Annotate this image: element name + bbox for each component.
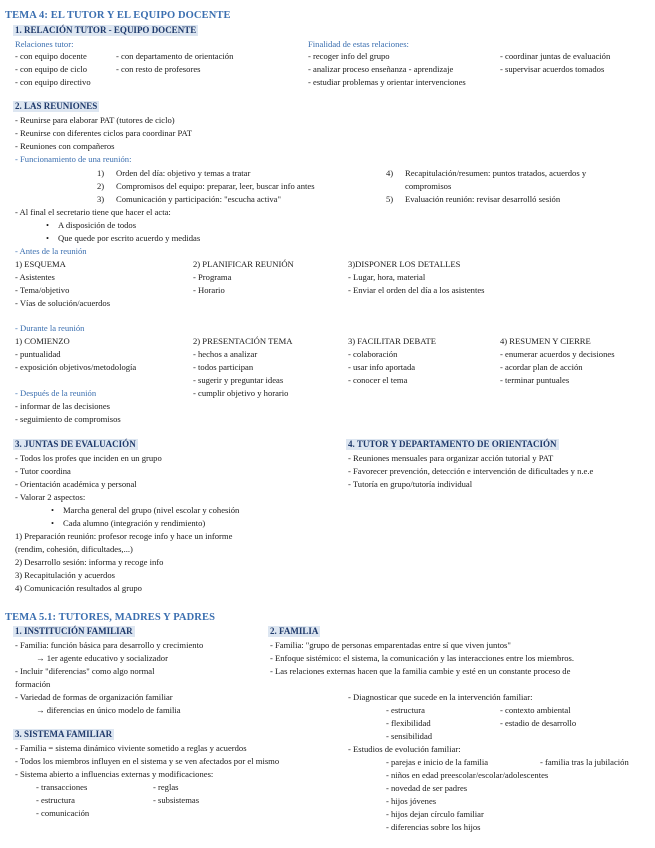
list-item: - Reunirse con diferentes ciclos para coordinar PAT xyxy=(15,128,192,138)
list-item: 1) Preparación reunión: profesor recoge info y hace un informe xyxy=(15,531,233,541)
list-item: - todos participan xyxy=(193,362,254,372)
step-number: 1) xyxy=(97,168,105,178)
list-item: - Al final el secretario tiene que hacer el acta: xyxy=(15,207,171,217)
list-item: - Familia: función básica para desarrollo y crecimiento xyxy=(15,640,204,650)
list-item: - analizar proceso enseñanza - aprendizaje xyxy=(308,64,454,74)
bullet-item: • A disposición de todos xyxy=(58,220,136,231)
list-item: → 1er agente educativo y socializador xyxy=(36,653,168,663)
list-item: - Tutoría en grupo/tutoría individual xyxy=(348,479,473,489)
estudios-label: - Estudios de evolución familiar: xyxy=(348,744,461,754)
section-heading-institucion: 1. INSTITUCIÓN FAMILIAR xyxy=(15,626,133,636)
list-item: 2) Desarrollo sesión: informa y recoge info xyxy=(15,557,164,567)
diagnosticar-label: - Diagnosticar que sucede en la intervención familiar: xyxy=(348,692,533,702)
list-item: - Variedad de formas de organización familiar xyxy=(15,692,173,702)
list-item: - usar info aportada xyxy=(348,362,416,372)
step-text: Recapitulación/resumen: puntos tratados, acuerdos y xyxy=(405,168,587,178)
step-number: 2) xyxy=(97,181,105,191)
list-item: - parejas e inicio de la familia xyxy=(386,757,489,767)
list-item: - Horario xyxy=(193,285,225,295)
list-item: - Asistentes xyxy=(15,272,55,282)
list-item: → diferencias en único modelo de familia xyxy=(36,705,181,715)
bullet-item: • Cada alumno (integración y rendimiento) xyxy=(63,518,205,529)
step-text: Orden del día: objetivo y temas a tratar xyxy=(116,168,251,178)
list-item: - reglas xyxy=(153,782,179,792)
bullet-item: • Que quede por escrito acuerdo y medidas xyxy=(58,233,200,244)
list-item: - estadio de desarrollo xyxy=(500,718,577,728)
durante-col-title: 4) RESUMEN Y CIERRE xyxy=(500,336,591,346)
step-text: Evaluación reunión: revisar desarrolló sesión xyxy=(405,194,561,204)
section-heading-reuniones: 2. LAS REUNIONES xyxy=(15,101,98,111)
list-item: - Reunirse para elaborar PAT (tutores de ciclo) xyxy=(15,115,175,125)
list-item: - diferencias sobre los hijos xyxy=(386,822,481,832)
list-item: - niños en edad preescolar/escolar/adolescentes xyxy=(386,770,549,780)
durante-label: - Durante la reunión xyxy=(15,323,85,333)
list-item: - Incluir "diferencias" como algo normal xyxy=(15,666,155,676)
list-item: - Vías de solución/acuerdos xyxy=(15,298,111,308)
list-item: - recoger info del grupo xyxy=(308,51,390,61)
list-item: - seguimiento de compromisos xyxy=(15,414,121,424)
list-item: - Todos los miembros influyen en el sistema y se ven afectados por el mismo xyxy=(15,756,280,766)
list-item: - con equipo de ciclo xyxy=(15,64,88,74)
list-item: - Enfoque sistémico: el sistema, la comunicación y las interacciones entre los miembros. xyxy=(270,653,575,663)
list-item: - conocer el tema xyxy=(348,375,408,385)
list-item: - Reuniones con compañeros xyxy=(15,141,115,151)
list-item: - con equipo directivo xyxy=(15,77,91,87)
list-item: - familia tras la jubilación xyxy=(540,757,629,767)
list-item: - Tutor coordina xyxy=(15,466,71,476)
step-text: Comunicación y participación: "escucha activa" xyxy=(116,194,281,204)
tema5-title: TEMA 5.1: TUTORES, MADRES Y PADRES xyxy=(5,612,216,623)
list-item: formación xyxy=(15,679,51,689)
list-item: - Valorar 2 aspectos: xyxy=(15,492,86,502)
list-item: - contexto ambiental xyxy=(500,705,571,715)
list-item: - con resto de profesores xyxy=(116,64,201,74)
antes-label: - Antes de la reunión xyxy=(15,246,87,256)
antes-col-title: 3)DISPONER LOS DETALLES xyxy=(348,259,461,269)
bullet-item: • Marcha general del grupo (nivel escolar y cohesión xyxy=(63,505,239,516)
list-item: - flexibilidad xyxy=(386,718,431,728)
antes-col-title: 2) PLANIFICAR REUNIÓN xyxy=(193,259,294,269)
list-item: - acordar plan de acción xyxy=(500,362,583,372)
durante-col-title: 3) FACILITAR DEBATE xyxy=(348,336,436,346)
finalidad-label: Finalidad de estas relaciones: xyxy=(308,39,409,49)
list-item: - Programa xyxy=(193,272,232,282)
list-item: - novedad de ser padres xyxy=(386,783,468,793)
list-item: - Favorecer prevención, detección e intervención de dificultades y n.e.e xyxy=(348,466,594,476)
list-item: - Las relaciones externas hacen que la familia cambie y esté en un constante proceso de xyxy=(270,666,571,676)
list-item: - exposición objetivos/metodología xyxy=(15,362,137,372)
list-item: - colaboración xyxy=(348,349,398,359)
list-item: - cumplir objetivo y horario xyxy=(193,388,289,398)
list-item: - puntualidad xyxy=(15,349,61,359)
step-number: 5) xyxy=(386,194,394,204)
list-item: 3) Recapitulación y acuerdos xyxy=(15,570,115,580)
list-item: - estructura xyxy=(36,795,75,805)
list-item: - coordinar juntas de evaluación xyxy=(500,51,611,61)
step-text: compromisos xyxy=(405,181,452,191)
list-item: - con departamento de orientación xyxy=(116,51,234,61)
section-heading-juntas: 3. JUNTAS DE EVALUACIÓN xyxy=(15,439,136,449)
despues-label: - Después de la reunión xyxy=(15,388,97,398)
list-item: - Familia: "grupo de personas emparentadas entre sí que viven juntos" xyxy=(270,640,511,650)
section-heading-relacion: 1. RELACIÓN TUTOR - EQUIPO DOCENTE xyxy=(15,25,197,35)
section-heading-tutor-orientacion: 4. TUTOR Y DEPARTAMENTO DE ORIENTACIÓN xyxy=(348,439,557,449)
list-item: - Sistema abierto a influencias externas y modificaciones: xyxy=(15,769,214,779)
durante-col-title: 1) COMIENZO xyxy=(15,336,70,346)
list-item: - Familia = sistema dinámico viviente sometido a reglas y acuerdos xyxy=(15,743,247,753)
list-item: - hijos dejan círculo familiar xyxy=(386,809,484,819)
list-item: - terminar puntuales xyxy=(500,375,570,385)
list-item: - Tema/objetivo xyxy=(15,285,70,295)
list-item: - con equipo docente xyxy=(15,51,87,61)
list-item: - informar de las decisiones xyxy=(15,401,110,411)
section-heading-sistema: 3. SISTEMA FAMILIAR xyxy=(15,729,113,739)
durante-col-title: 2) PRESENTACIÓN TEMA xyxy=(193,336,293,346)
list-item: - Lugar, hora, material xyxy=(348,272,426,282)
antes-col-title: 1) ESQUEMA xyxy=(15,259,66,269)
list-item: - estudiar problemas y orientar intervenciones xyxy=(308,77,466,87)
list-item: - estructura xyxy=(386,705,425,715)
list-item: - Reuniones mensuales para organizar acción tutorial y PAT xyxy=(348,453,554,463)
list-item: - sugerir y preguntar ideas xyxy=(193,375,284,385)
list-item: - hijos jóvenes xyxy=(386,796,437,806)
list-item: 4) Comunicación resultados al grupo xyxy=(15,583,142,593)
list-item: - Enviar el orden del día a los asistentes xyxy=(348,285,485,295)
list-item: (rendim, cohesión, dificultades,...) xyxy=(15,544,133,554)
funcionamiento-label: - Funcionamiento de una reunión: xyxy=(15,154,132,164)
list-item: - Orientación académica y personal xyxy=(15,479,137,489)
step-text: Compromisos del equipo: preparar, leer, buscar info antes xyxy=(116,181,315,191)
list-item: - comunicación xyxy=(36,808,90,818)
list-item: - supervisar acuerdos tomados xyxy=(500,64,605,74)
list-item: - hechos a analizar xyxy=(193,349,258,359)
step-number: 3) xyxy=(97,194,105,204)
list-item: - sensibilidad xyxy=(386,731,433,741)
step-number: 4) xyxy=(386,168,394,178)
list-item: - Todos los profes que inciden en un grupo xyxy=(15,453,162,463)
section-heading-familia: 2. FAMILIA xyxy=(270,626,319,636)
list-item: - transacciones xyxy=(36,782,88,792)
relaciones-tutor-label: Relaciones tutor: xyxy=(15,39,74,49)
list-item: - enumerar acuerdos y decisiones xyxy=(500,349,615,359)
tema4-title: TEMA 4: EL TUTOR Y EL EQUIPO DOCENTE xyxy=(5,10,231,21)
list-item: - subsistemas xyxy=(153,795,200,805)
